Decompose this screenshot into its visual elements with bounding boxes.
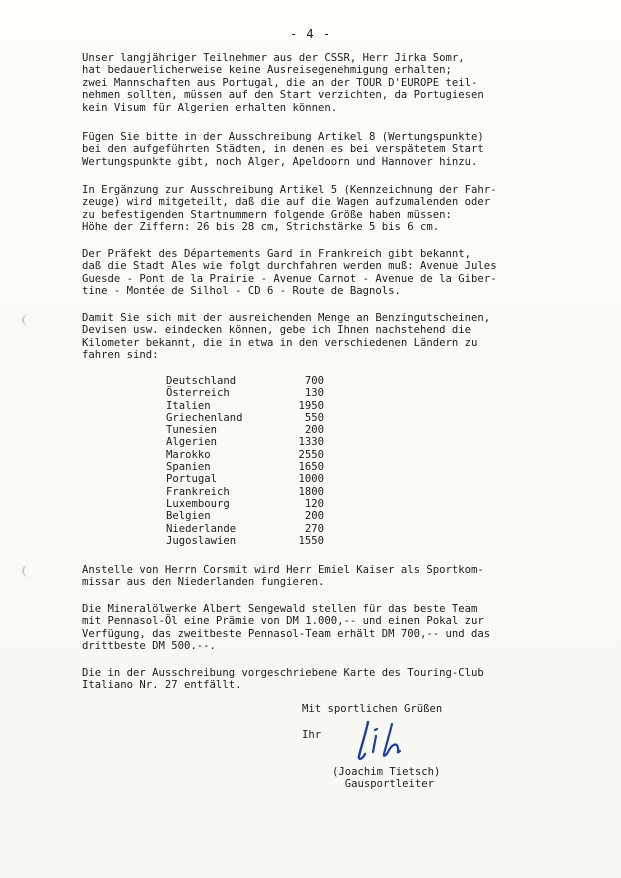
paragraph-sportkommissar: Anstelle von Herrn Corsmit wird Herr Emiel Kaiser als Sportkom- missar aus den Niederlanden fungieren.	[82, 564, 484, 589]
country-cell: Algerien	[166, 436, 218, 449]
table-row	[166, 535, 324, 547]
paragraph-ales-route: Der Präfekt des Départements Gard in Frankreich gibt bekannt, daß die Stadt Ales wie folgt durchfahren werden muß: Avenue Jules Guesde - Pont de la Prairie - Avenue Carnot - Avenue de la Giber- tine - Montée de Silhol - CD 6 - Route de Bagnols.	[82, 248, 497, 298]
country-cell: Griechenland	[166, 411, 243, 424]
km-cell: 200	[304, 510, 324, 523]
salutation-ihr: Ihr	[302, 729, 322, 741]
table-row	[166, 412, 324, 424]
table-row	[166, 461, 324, 473]
country-cell: Portugal	[166, 473, 218, 486]
paragraph-touring-club-karte: Die in der Ausschreibung vorgeschriebene Karte des Touring-Club Italiano Nr. 27 entfällt.	[82, 667, 484, 692]
km-cell: 130	[304, 387, 324, 400]
paragraph-wertungspunkte: Fügen Sie bitte in der Ausschreibung Artikel 8 (Wertungspunkte) bei den aufgeführten Städten, in denen es bei verspätetem Start Wertungspunkte gibt, noch Alger, Apeldoorn und Hannover hinzu.	[82, 131, 484, 168]
km-cell: 200	[304, 424, 324, 437]
country-cell: Frankreich	[166, 485, 230, 498]
km-cell: 2550	[298, 448, 324, 461]
country-cell: Tunesien	[166, 424, 218, 437]
country-cell: Marokko	[166, 448, 211, 461]
kilometer-table	[166, 375, 324, 547]
table-row	[166, 375, 324, 387]
km-cell: 270	[304, 522, 324, 535]
punch-hole-mark	[22, 314, 36, 326]
km-cell: 1950	[298, 399, 324, 412]
km-cell: 1000	[298, 473, 324, 486]
table-row	[166, 523, 324, 535]
signer-block	[332, 766, 440, 791]
km-cell: 1330	[298, 436, 324, 449]
paragraph-cssr-portugal: Unser langjähriger Teilnehmer aus der CSSR, Herr Jirka Somr, hat bedauerlicherweise keine Ausreisegenehmigung erhalten; zwei Mannschaften aus Portugal, die an der TOUR D'EUROPE teil- nehmen sollten, müssen auf den Start verzichten, da Portugiesen kein Visum für Algerien erhalten können.	[82, 52, 484, 114]
table-row	[166, 387, 324, 399]
km-cell: 1550	[298, 534, 324, 547]
page-number: - 4 -	[289, 27, 332, 41]
table-row	[166, 436, 324, 448]
country-cell: Belgien	[166, 510, 211, 523]
km-cell: 700	[304, 375, 324, 387]
country-cell: Deutschland	[166, 375, 237, 387]
punch-hole-mark	[22, 565, 36, 577]
km-cell: 1800	[298, 485, 324, 498]
signer-name: (Joachim Tietsch)	[332, 766, 441, 778]
table-row	[166, 498, 324, 510]
closing-greeting: Mit sportlichen Grüßen	[302, 703, 443, 715]
handwritten-signature-icon	[356, 718, 416, 764]
signer-title: Gausportleiter	[344, 778, 435, 791]
country-cell: Italien	[166, 399, 211, 412]
paragraph-pennasol-praemie: Die Mineralölwerke Albert Sengewald stellen für das beste Team mit Pennasol-Öl eine Prämie von DM 1.000,-- und einen Pokal zur Verfügung, das zweitbeste Pennasol-Team erhält DM 700,-- und das drittbeste DM 500.--.	[82, 603, 491, 653]
paragraph-startnummern: In Ergänzung zur Ausschreibung Artikel 5 (Kennzeichnung der Fahr- zeuge) wird mitgeteilt, daß die auf die Wagen aufzumalenden oder zu befestigenden Startnummern folgende Größe haben müssen: Höhe der Ziffern: 26 bis 28 cm, Strichstärke 5 bis 6 cm.	[82, 184, 497, 234]
country-cell: Österreich	[166, 387, 230, 400]
country-cell: Spanien	[166, 461, 211, 474]
km-cell: 120	[304, 497, 324, 510]
paragraph-kilometer-intro: Damit Sie sich mit der ausreichenden Menge an Benzingutscheinen, Devisen usw. eindecken können, gebe ich Ihnen nachstehend die Kilometer bekannt, die in etwa in den verschiedenen Ländern zu fahren sind:	[82, 312, 491, 362]
km-cell: 550	[304, 411, 324, 424]
table-row	[166, 486, 324, 498]
km-cell: 1650	[298, 461, 324, 474]
table-row	[166, 424, 324, 436]
country-cell: Luxembourg	[166, 497, 230, 510]
table-row	[166, 473, 324, 485]
table-row	[166, 510, 324, 522]
country-cell: Jugoslawien	[166, 534, 237, 547]
table-row	[166, 449, 324, 461]
table-row	[166, 400, 324, 412]
country-cell: Niederlande	[166, 522, 237, 535]
